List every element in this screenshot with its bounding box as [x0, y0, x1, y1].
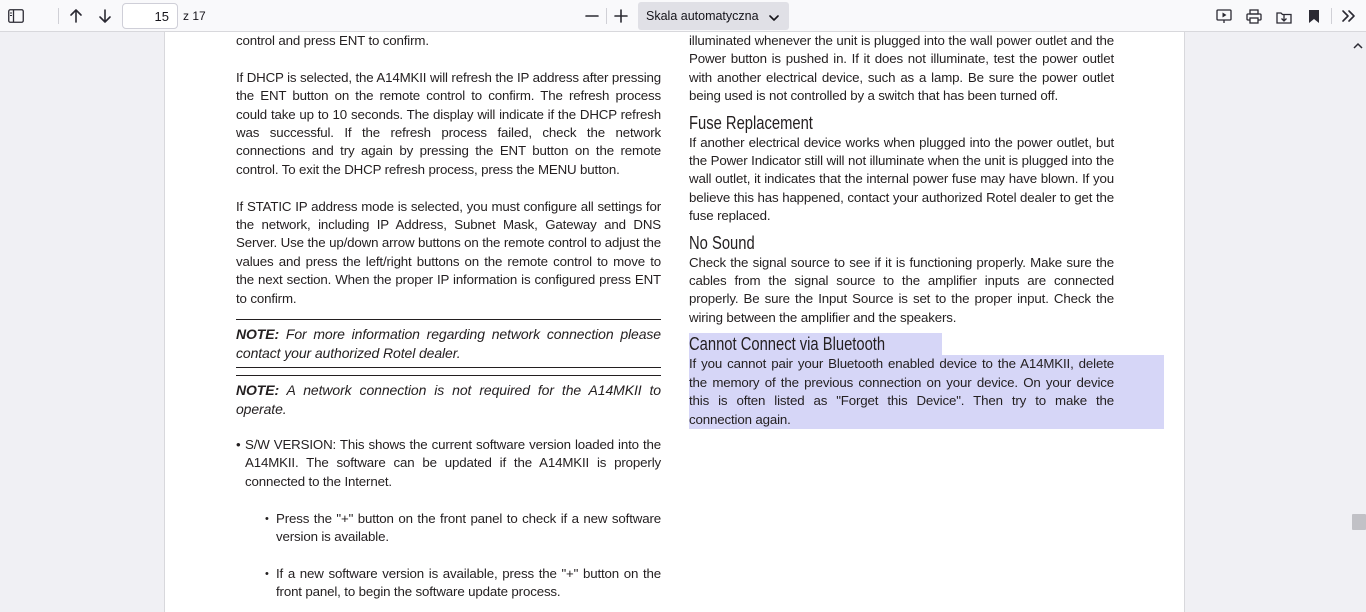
selection-highlight: [689, 333, 942, 355]
document-viewer[interactable]: [0, 32, 1366, 612]
note-network-info: [236, 325, 661, 362]
note-text: A network connection is not required for the A14MKII to operate.: [236, 382, 661, 417]
zoom-in-icon[interactable]: [608, 3, 634, 29]
print-icon[interactable]: [1241, 3, 1267, 29]
zoom-select-value: Skala automatyczna: [646, 9, 759, 23]
toolbar-separator: [58, 8, 59, 24]
left-column: [236, 32, 661, 602]
sub-list-item-text: Press the "+" button on the front panel to check if a new software version is available.: [276, 510, 661, 545]
note-label: NOTE:: [236, 326, 280, 343]
note-text: For more information regarding network connection please contact your authorized Rotel dealer.: [236, 326, 661, 361]
toolbar-separator: [606, 8, 607, 24]
vertical-scrollbar[interactable]: [1350, 32, 1366, 612]
text-selection[interactable]: [689, 333, 1114, 429]
list-item-sw-version: [236, 436, 661, 491]
paragraph-fuse: If another electrical device works when plugged into the power outlet, but the Power Indicator still will not illuminate when the unit is plugged into the wall outlet, it indicates that the internal power fuse may have blown. If you believe this has happened, contact your authorized Rotel dealer to get the fuse replaced.: [689, 134, 1114, 224]
previous-page-icon[interactable]: [63, 3, 89, 29]
heading-no-sound: No Sound: [689, 232, 755, 253]
page-number-input[interactable]: [122, 3, 178, 29]
paragraph-power-indicator: illuminated whenever the unit is plugged into the wall power outlet and the Power button is pushed in. If it does not illuminate, test the power outlet with another electrical device, such as a lamp. Be sure the power outlet being used is not controlled by a switch that has been turned off.: [689, 33, 1114, 104]
paragraph-dhcp: If DHCP is selected, the A14MKII will refresh the IP address after pressing the ENT button on the remote control to confirm. The refresh process could take up to 10 seconds. The display will indicate if the DHCP refresh was successful. If the refresh process failed, check the network connections and try again by pressing the ENT button on the remote control. To exit the DHCP refresh process, press the MENU button.: [236, 69, 661, 177]
next-page-icon[interactable]: [92, 3, 118, 29]
right-column: [689, 32, 1114, 429]
paragraph: control and press ENT to confirm.: [236, 33, 429, 48]
bullet: •: [265, 512, 269, 525]
note-network-optional: [236, 381, 661, 418]
zoom-select[interactable]: [638, 2, 789, 30]
note-label: NOTE:: [236, 382, 280, 399]
sub-list-item: [236, 510, 661, 547]
heading-bluetooth: Cannot Connect via Bluetooth: [689, 334, 886, 355]
tools-menu-icon[interactable]: [1336, 3, 1362, 29]
sub-list-item: [236, 565, 661, 602]
scroll-up-arrow-icon[interactable]: [1353, 36, 1363, 54]
bullet: •: [265, 567, 269, 580]
save-download-icon[interactable]: [1271, 3, 1297, 29]
toolbar-separator: [1331, 8, 1332, 24]
paragraph-no-sound: Check the signal source to see if it is functioning properly. Make sure the cables from the signal source to the amplifier inputs are connected properly. Be sure the Input Source is set to the proper input. Check the wiring between the amplifier and the speakers.: [689, 254, 1114, 325]
list-item-text: S/W VERSION: This shows the current software version loaded into the A14MKII. The software can be updated if the A14MKII is properly connected to the Internet.: [245, 437, 661, 489]
bullet: •: [236, 437, 241, 453]
paragraph-bluetooth: If you cannot pair your Bluetooth enabled device to the A14MKII, delete the memory of the previous connection on your device. On your device this is often listed as "Forget this Device". Then try to make the connection again.: [689, 355, 1164, 429]
zoom-out-icon[interactable]: [579, 3, 605, 29]
paragraph-static-ip: If STATIC IP address mode is selected, you must configure all settings for the network, including IP Address, Subnet Mask, Gateway and DNS Server. Use the up/down arrow buttons on the remote control to adjust the values and press the left/right buttons on the remote control to move to the next section. When the proper IP information is configured press ENT to confirm.: [236, 198, 661, 306]
page-count-label: z 17: [183, 9, 206, 23]
pdf-toolbar: [0, 0, 1366, 32]
scrollbar-thumb[interactable]: [1352, 514, 1366, 530]
presentation-mode-icon[interactable]: [1211, 3, 1237, 29]
bookmark-icon[interactable]: [1301, 3, 1327, 29]
sub-list-item-text: If a new software version is available, press the "+" button on the front panel, to begin the software update process.: [276, 565, 661, 600]
chevron-down-icon: [769, 11, 779, 25]
heading-fuse-replacement: Fuse Replacement: [689, 112, 813, 133]
pdf-page: [165, 32, 1184, 612]
sidebar-toggle-icon[interactable]: [3, 3, 29, 29]
